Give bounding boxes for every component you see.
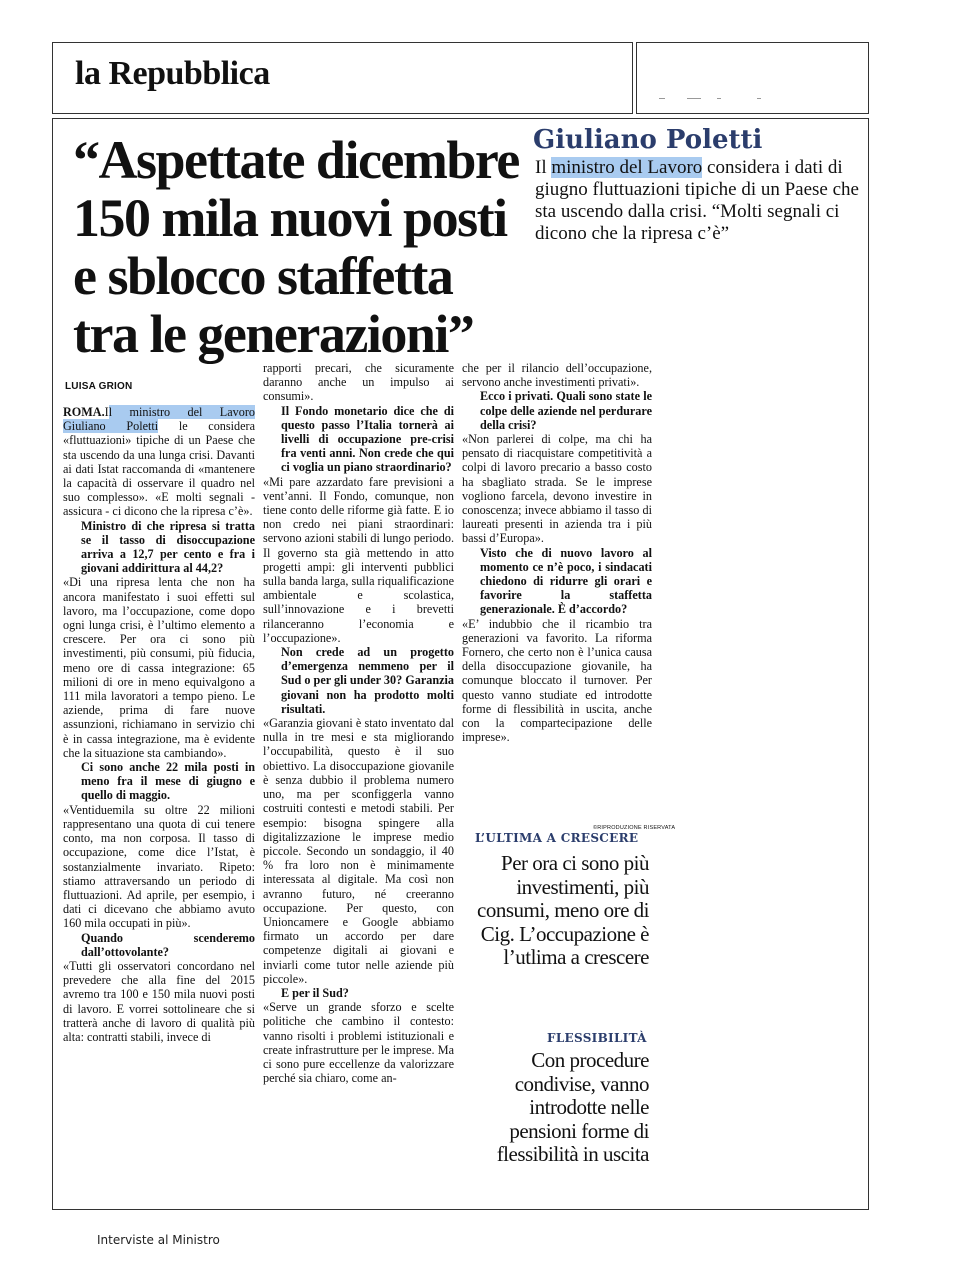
article (52, 118, 869, 1210)
header-mark (717, 98, 721, 99)
headline-line: e sblocco staffetta (73, 246, 453, 306)
pull-quote-kicker: FLESSIBILITÀ (547, 1031, 647, 1045)
reproduction-notice: ©RIPRODUZIONE RISERVATA (593, 825, 676, 831)
text-column-2 (263, 361, 454, 1205)
pull-quote-text: Con procedure condivise, vanno introdotte nelle pensioni forme di flessibilità in uscita (496, 1048, 649, 1166)
subhead (535, 157, 865, 245)
answer: «Non parlerei di colpe, ma chi ha pensato di riacquistare competitività a colpi di lavoro precario a basso costo ha sbagliato strada. Se le imprese vogliono farcela, devono investire in conoscenza; invece abbiamo il tasso di laureati presenti in azienda tra i più bassi d’Europa». (462, 432, 652, 546)
question: E per il Sud? (281, 985, 349, 1000)
page-footer: Interviste al Ministro (97, 1233, 220, 1247)
header-mark (687, 98, 701, 99)
question: Ministro di che ripresa si tratta se il tasso di disoccupazione arriva a 12,7 per cento e fra i giovani addirittura al 44,2? (81, 518, 255, 576)
header-right-box (636, 42, 869, 114)
interviewee-name: Giuliano Poletti (533, 125, 763, 155)
headline (73, 131, 523, 363)
header-mark (659, 98, 665, 99)
subhead-after: considera i dati di giugno fluttuazioni tipiche di un Paese che sta uscendo dalla crisi. “Molti segnali ci dicono che la ripresa c’è” (535, 157, 859, 244)
lead-highlight: l ministro del Lavoro Giuliano Poletti (63, 405, 255, 434)
lead-paragraph (63, 405, 255, 519)
subhead-before: Il (535, 157, 552, 178)
byline: LUISA GRION (65, 381, 133, 392)
headline-line: “Aspettate dicembre (73, 130, 519, 190)
masthead-logo: la Repubblica (75, 55, 270, 92)
question: Quando scenderemo dall’ottovolante? (81, 930, 255, 959)
headline-line: 150 mila nuovi posti (73, 188, 507, 248)
masthead-box (52, 42, 633, 114)
question: Non crede ad un progetto d’emergenza nemmeno per il Sud o per gli under 30? Garanzia giovani non ha prodotto molti risultati. (281, 645, 454, 716)
answer: rapporti precari, che sicuramente daranno anche un impulso ai consumi». (263, 361, 454, 404)
text-column-3 (462, 361, 652, 821)
question: Ci sono anche 22 mila posti in meno fra il mese di giugno e quello di maggio. (81, 760, 255, 803)
subhead-highlight: ministro del Lavoro (551, 157, 703, 178)
headline-line: tra le generazioni” (73, 304, 474, 364)
answer: «Ventiduemila su oltre 22 milioni rappresentano una quota di cui tenere conto, ma non corposa. Il tasso di occupazione, come dice l’Istat, è sostanzialmente invariato. Ripeto: stiamo attraversando un periodo di fluttuazioni. Ad aprile, per esempio, i dati ci dicevano che abbiamo avuto 160 mila occupati in più». (63, 802, 255, 931)
answer: «Mi pare azzardato fare previsioni a vent’anni. Il Fondo, comunque, non tiene conto delle riforme già fatte. E io non credo nei piani straordinari: servono azioni stabili di lungo periodo. Il governo sta già mettendo in atto progetti ampi: gli interventi pubblici sulla banda larga, sulla riqualificazione ambientale e scolastica, sull’innovazione e i brevetti rilanceranno l’economia e l’occupazione». (263, 474, 454, 645)
text-column-1 (63, 405, 255, 1205)
answer: «Tutti gli osservatori concordano nel prevedere che alla fine del 2015 avremo tra 100 e 150 mila nuovi posti di lavoro. E vorrei sottolineare che si tratterà anche di lavoro di qualità più alta: contratti stabili, invece di (63, 958, 255, 1044)
question: Ecco i privati. Quali sono state le colpe delle aziende nel perdurare della crisi? (480, 389, 652, 432)
answer: che per il rilancio dell’occupazione, servono anche investimenti privati». (462, 361, 652, 390)
question: Il Fondo monetario dice che di questo passo l’Italia tornerà ai livelli di occupazione pre-crisi fra venti anni. Non crede che qui ci voglia un piano straordinario? (281, 403, 454, 475)
lead-after: le considera «fluttuazioni» tipiche di un Paese che sta uscendo da una lunga crisi. Davanti ai dati Istat raccomanda di «mantenere la capacità di osservare il quadro nel suo complesso». «E molti segnali - assicura - ci dicono che la ripresa c’è». (63, 419, 255, 519)
answer: «Garanzia giovani è stato inventato dal nulla in tre mesi e sta migliorando l’occupabilità, questo è il suo obiettivo. La disoccupazione giovanile è senza dubbio il problema numero uno, ma per sconfiggerla vanno costruiti contesti e metodi stabili. Per esempio: bisogna spingere alla digitalizzazione le imprese medio piccole. Secondo un sondaggio, il 40 % fra loro non è minimamente interessata al digitale. Ma così non avranno futuro, né creeranno occupazione. Per questo, con Unioncamere e Google abbiamo firmato un accordo per dare competenze digitali ai giovani e inviarli come tutor nelle aziende più piccole». (263, 716, 454, 986)
pull-quote-text: Per ora ci sono più investimenti, più consumi, meno ore di Cig. L’occupazione è l’utlima a crescere (477, 851, 649, 969)
question: Visto che di nuovo lavoro al momento ce n’è poco, i sindacati chiedono di ridurre gli orari e favorire la staffetta generazionale. È d’accordo? (480, 545, 652, 617)
header-mark (757, 98, 761, 99)
answer: «Serve un grande sforzo e scelte politiche che cambino il contesto: vanno risolti i problemi istituzionali e create infrastrutture per le imprese. Ma ci sono pure eccellenze da valorizzare perché sia chiaro, come an- (263, 1000, 454, 1086)
lead-before: I (104, 405, 109, 419)
answer: «Di una ripresa lenta che non ha ancora manifestato i suoi effetti sul lavoro, ma l’occupazione, come dopo ogni lunga crisi, è l’ultimo elemento a crescere. Per ora ci sono più investimenti, più consumi, più fiducia, meno ore di cassa integrazione: 65 milioni di ore in meno equivalgono a 111 mila lavoratori a tempo pieno. Le aziende, prima di fare nuove assunzioni, richiamano in servizio chi è in cassa integrazione, ma è evidente che la situazione sta cambiando». (63, 575, 255, 760)
pull-quote-kicker: L’ULTIMA A CRESCERE (475, 831, 639, 845)
answer: «E’ indubbio che il ricambio tra generazioni va favorito. La riforma Fornero, che certo non è l’unica causa della disoccupazione giovanile, ha comunque bloccato il turnover. Per questo vanno studiate ed introdotte forme di flessibilità in uscita, anche con la compartecipazione delle imprese». (462, 616, 652, 745)
dateline: ROMA. (63, 405, 105, 419)
